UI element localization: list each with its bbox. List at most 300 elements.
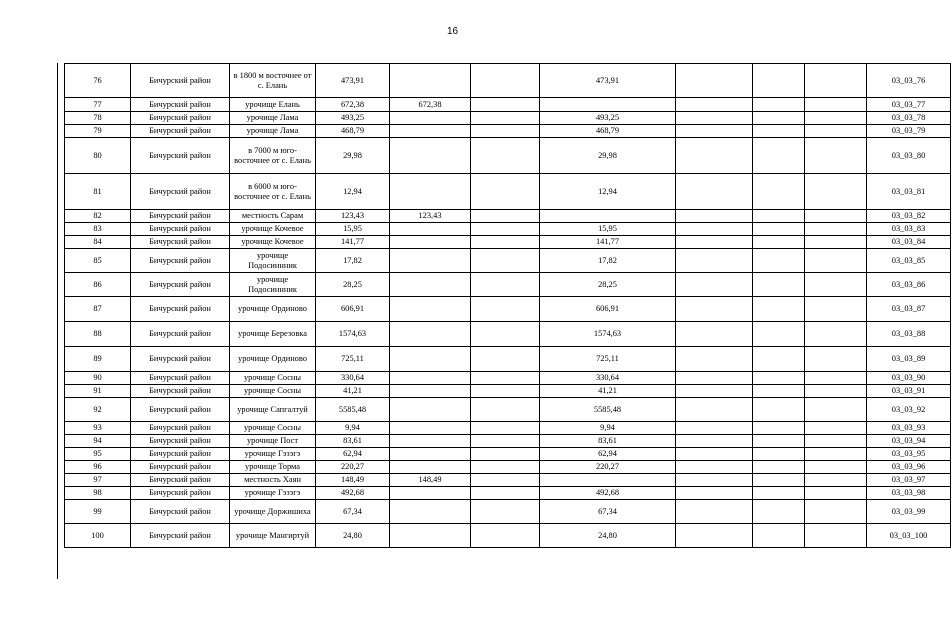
row-number: 90 — [65, 372, 131, 385]
area-cell: 330,64 — [316, 372, 390, 385]
col-8-cell — [676, 422, 753, 435]
col-6-cell — [471, 487, 540, 500]
col-5-cell — [390, 297, 471, 322]
col-9-cell — [753, 448, 805, 461]
row-number: 96 — [65, 461, 131, 474]
table-row — [65, 474, 951, 487]
table-row — [65, 385, 951, 398]
col-8-cell — [676, 223, 753, 236]
col-7-cell: 9,94 — [540, 422, 676, 435]
col-10-cell — [805, 435, 867, 448]
col-9-cell — [753, 487, 805, 500]
code-cell: 03_03_80 — [867, 138, 951, 174]
location-cell: урочище Елань — [230, 98, 316, 112]
col-8-cell — [676, 322, 753, 347]
col-6-cell — [471, 347, 540, 372]
col-8-cell — [676, 236, 753, 249]
col-6-cell — [471, 249, 540, 273]
col-10-cell — [805, 138, 867, 174]
col-10-cell — [805, 236, 867, 249]
col-5-cell — [390, 273, 471, 297]
row-number: 97 — [65, 474, 131, 487]
code-cell: 03_03_86 — [867, 273, 951, 297]
table-row — [65, 112, 951, 125]
col-9-cell — [753, 435, 805, 448]
col-6-cell — [471, 236, 540, 249]
col-7-cell: 28,25 — [540, 273, 676, 297]
table-row — [65, 500, 951, 524]
row-number: 98 — [65, 487, 131, 500]
code-cell: 03_03_77 — [867, 98, 951, 112]
area-cell: 5585,48 — [316, 398, 390, 422]
table-row — [65, 174, 951, 210]
col-9-cell — [753, 347, 805, 372]
col-8-cell — [676, 448, 753, 461]
col-9-cell — [753, 64, 805, 98]
col-8-cell — [676, 347, 753, 372]
col-9-cell — [753, 322, 805, 347]
col-6-cell — [471, 273, 540, 297]
col-10-cell — [805, 297, 867, 322]
col-9-cell — [753, 125, 805, 138]
page-number: 16 — [446, 26, 459, 37]
col-6-cell — [471, 385, 540, 398]
area-cell: 1574,63 — [316, 322, 390, 347]
district-cell: Бичурский район — [131, 210, 230, 223]
col-9-cell — [753, 474, 805, 487]
col-9-cell — [753, 524, 805, 548]
col-8-cell — [676, 273, 753, 297]
col-6-cell — [471, 174, 540, 210]
col-5-cell — [390, 322, 471, 347]
location-cell: урочище Сосны — [230, 422, 316, 435]
location-cell: урочище Ординово — [230, 347, 316, 372]
col-7-cell — [540, 210, 676, 223]
area-cell: 29,98 — [316, 138, 390, 174]
row-number: 88 — [65, 322, 131, 347]
col-6-cell — [471, 474, 540, 487]
col-10-cell — [805, 448, 867, 461]
code-cell: 03_03_92 — [867, 398, 951, 422]
code-cell: 03_03_79 — [867, 125, 951, 138]
table-row — [65, 64, 951, 98]
district-cell: Бичурский район — [131, 448, 230, 461]
col-10-cell — [805, 322, 867, 347]
location-cell: урочище Гэзэгэ — [230, 448, 316, 461]
code-cell: 03_03_88 — [867, 322, 951, 347]
location-cell: в 7000 м юго-восточнее от с. Елань — [230, 138, 316, 174]
code-cell: 03_03_90 — [867, 372, 951, 385]
col-5-cell — [390, 64, 471, 98]
area-cell: 15,95 — [316, 223, 390, 236]
area-cell: 493,25 — [316, 112, 390, 125]
col-9-cell — [753, 500, 805, 524]
table-row — [65, 210, 951, 223]
col-10-cell — [805, 347, 867, 372]
area-cell: 17,82 — [316, 249, 390, 273]
district-cell: Бичурский район — [131, 461, 230, 474]
row-number: 92 — [65, 398, 131, 422]
location-cell: урочище Сапгалтуй — [230, 398, 316, 422]
code-cell: 03_03_93 — [867, 422, 951, 435]
col-10-cell — [805, 487, 867, 500]
district-cell: Бичурский район — [131, 435, 230, 448]
col-10-cell — [805, 125, 867, 138]
col-8-cell — [676, 174, 753, 210]
district-cell: Бичурский район — [131, 112, 230, 125]
row-number: 81 — [65, 174, 131, 210]
col-9-cell — [753, 210, 805, 223]
location-cell: урочище Кочевое — [230, 236, 316, 249]
col-8-cell — [676, 487, 753, 500]
district-cell: Бичурский район — [131, 322, 230, 347]
location-cell: местность Хаян — [230, 474, 316, 487]
col-7-cell: 5585,48 — [540, 398, 676, 422]
col-10-cell — [805, 249, 867, 273]
area-cell: 67,34 — [316, 500, 390, 524]
col-7-cell: 15,95 — [540, 223, 676, 236]
col-10-cell — [805, 372, 867, 385]
code-cell: 03_03_78 — [867, 112, 951, 125]
col-5-cell — [390, 174, 471, 210]
col-10-cell — [805, 210, 867, 223]
col-7-cell: 62,94 — [540, 448, 676, 461]
code-cell: 03_03_82 — [867, 210, 951, 223]
col-5-cell — [390, 236, 471, 249]
district-cell: Бичурский район — [131, 223, 230, 236]
table-row — [65, 461, 951, 474]
col-7-cell: 17,82 — [540, 249, 676, 273]
area-cell: 41,21 — [316, 385, 390, 398]
district-cell: Бичурский район — [131, 98, 230, 112]
col-6-cell — [471, 210, 540, 223]
area-cell: 123,43 — [316, 210, 390, 223]
location-cell: урочище Гэзэгэ — [230, 487, 316, 500]
col-5-cell: 123,43 — [390, 210, 471, 223]
col-7-cell: 141,77 — [540, 236, 676, 249]
col-6-cell — [471, 372, 540, 385]
area-cell: 9,94 — [316, 422, 390, 435]
col-5-cell — [390, 461, 471, 474]
col-9-cell — [753, 297, 805, 322]
table-row — [65, 223, 951, 236]
location-cell: урочище Лама — [230, 125, 316, 138]
location-cell: в 6000 м юго-восточнее от с. Елань — [230, 174, 316, 210]
location-cell: урочище Подосиннник — [230, 273, 316, 297]
row-number: 82 — [65, 210, 131, 223]
col-8-cell — [676, 210, 753, 223]
col-6-cell — [471, 98, 540, 112]
district-cell: Бичурский район — [131, 174, 230, 210]
col-8-cell — [676, 385, 753, 398]
location-cell: урочище Ординово — [230, 297, 316, 322]
col-6-cell — [471, 223, 540, 236]
code-cell: 03_03_85 — [867, 249, 951, 273]
location-cell: урочище Сосны — [230, 385, 316, 398]
row-number: 100 — [65, 524, 131, 548]
area-cell: 24,80 — [316, 524, 390, 548]
col-8-cell — [676, 435, 753, 448]
col-9-cell — [753, 385, 805, 398]
col-8-cell — [676, 474, 753, 487]
district-cell: Бичурский район — [131, 273, 230, 297]
col-8-cell — [676, 524, 753, 548]
col-10-cell — [805, 422, 867, 435]
district-cell: Бичурский район — [131, 249, 230, 273]
col-7-cell: 725,11 — [540, 347, 676, 372]
col-7-cell: 24,80 — [540, 524, 676, 548]
col-7-cell: 12,94 — [540, 174, 676, 210]
row-number: 80 — [65, 138, 131, 174]
row-number: 85 — [65, 249, 131, 273]
row-number: 84 — [65, 236, 131, 249]
district-cell: Бичурский район — [131, 64, 230, 98]
col-8-cell — [676, 112, 753, 125]
col-9-cell — [753, 398, 805, 422]
table-row — [65, 398, 951, 422]
col-5-cell — [390, 500, 471, 524]
col-7-cell: 468,79 — [540, 125, 676, 138]
col-5-cell — [390, 398, 471, 422]
col-7-cell: 41,21 — [540, 385, 676, 398]
location-cell: урочище Торма — [230, 461, 316, 474]
col-8-cell — [676, 138, 753, 174]
col-10-cell — [805, 223, 867, 236]
code-cell: 03_03_96 — [867, 461, 951, 474]
col-6-cell — [471, 500, 540, 524]
row-number: 89 — [65, 347, 131, 372]
col-10-cell — [805, 273, 867, 297]
col-5-cell — [390, 435, 471, 448]
district-cell: Бичурский район — [131, 524, 230, 548]
area-cell: 141,77 — [316, 236, 390, 249]
col-9-cell — [753, 223, 805, 236]
col-10-cell — [805, 174, 867, 210]
col-6-cell — [471, 435, 540, 448]
code-cell: 03_03_97 — [867, 474, 951, 487]
col-5-cell — [390, 125, 471, 138]
area-cell: 473,91 — [316, 64, 390, 98]
col-9-cell — [753, 138, 805, 174]
location-cell: урочище Подосиннник — [230, 249, 316, 273]
code-cell: 03_03_89 — [867, 347, 951, 372]
col-5-cell — [390, 385, 471, 398]
table-row — [65, 524, 951, 548]
table-row — [65, 98, 951, 112]
row-number: 95 — [65, 448, 131, 461]
col-7-cell: 83,61 — [540, 435, 676, 448]
table-row — [65, 347, 951, 372]
col-6-cell — [471, 125, 540, 138]
district-cell: Бичурский район — [131, 297, 230, 322]
col-6-cell — [471, 448, 540, 461]
col-5-cell — [390, 249, 471, 273]
table-row — [65, 249, 951, 273]
col-9-cell — [753, 372, 805, 385]
col-5-cell — [390, 112, 471, 125]
district-cell: Бичурский район — [131, 500, 230, 524]
col-10-cell — [805, 64, 867, 98]
col-5-cell — [390, 138, 471, 174]
col-10-cell — [805, 385, 867, 398]
code-cell: 03_03_99 — [867, 500, 951, 524]
col-9-cell — [753, 98, 805, 112]
district-cell: Бичурский район — [131, 236, 230, 249]
col-8-cell — [676, 64, 753, 98]
district-cell: Бичурский район — [131, 474, 230, 487]
code-cell: 03_03_95 — [867, 448, 951, 461]
col-7-cell: 606,91 — [540, 297, 676, 322]
col-7-cell — [540, 474, 676, 487]
area-cell: 672,38 — [316, 98, 390, 112]
code-cell: 03_03_98 — [867, 487, 951, 500]
code-cell: 03_03_91 — [867, 385, 951, 398]
code-cell: 03_03_83 — [867, 223, 951, 236]
col-10-cell — [805, 112, 867, 125]
district-cell: Бичурский район — [131, 398, 230, 422]
district-cell: Бичурский район — [131, 347, 230, 372]
col-6-cell — [471, 398, 540, 422]
col-9-cell — [753, 273, 805, 297]
col-8-cell — [676, 461, 753, 474]
col-10-cell — [805, 98, 867, 112]
col-9-cell — [753, 461, 805, 474]
location-cell: урочище Пост — [230, 435, 316, 448]
row-number: 77 — [65, 98, 131, 112]
col-6-cell — [471, 64, 540, 98]
col-10-cell — [805, 474, 867, 487]
row-number: 91 — [65, 385, 131, 398]
location-cell: урочище Березовка — [230, 322, 316, 347]
col-6-cell — [471, 461, 540, 474]
col-6-cell — [471, 422, 540, 435]
col-5-cell — [390, 524, 471, 548]
table-row — [65, 236, 951, 249]
row-number: 78 — [65, 112, 131, 125]
district-cell: Бичурский район — [131, 487, 230, 500]
left-margin-rule — [57, 63, 58, 579]
area-cell: 62,94 — [316, 448, 390, 461]
col-5-cell — [390, 347, 471, 372]
code-cell: 03_03_94 — [867, 435, 951, 448]
col-8-cell — [676, 125, 753, 138]
location-cell: местность Сарам — [230, 210, 316, 223]
col-7-cell: 1574,63 — [540, 322, 676, 347]
code-cell: 03_03_84 — [867, 236, 951, 249]
location-cell: урочище Мангиртуй — [230, 524, 316, 548]
col-5-cell — [390, 448, 471, 461]
location-cell: урочище Кочевое — [230, 223, 316, 236]
district-cell: Бичурский район — [131, 372, 230, 385]
col-7-cell: 473,91 — [540, 64, 676, 98]
area-cell: 28,25 — [316, 273, 390, 297]
table-row — [65, 138, 951, 174]
area-cell: 492,68 — [316, 487, 390, 500]
code-cell: 03_03_81 — [867, 174, 951, 210]
col-10-cell — [805, 500, 867, 524]
area-cell: 606,91 — [316, 297, 390, 322]
col-6-cell — [471, 297, 540, 322]
row-number: 79 — [65, 125, 131, 138]
row-number: 83 — [65, 223, 131, 236]
col-10-cell — [805, 398, 867, 422]
table-row — [65, 125, 951, 138]
district-cell: Бичурский район — [131, 125, 230, 138]
col-7-cell: 330,64 — [540, 372, 676, 385]
row-number: 94 — [65, 435, 131, 448]
table-row — [65, 322, 951, 347]
area-cell: 725,11 — [316, 347, 390, 372]
area-cell: 468,79 — [316, 125, 390, 138]
col-8-cell — [676, 98, 753, 112]
area-cell: 12,94 — [316, 174, 390, 210]
area-cell: 148,49 — [316, 474, 390, 487]
col-6-cell — [471, 112, 540, 125]
col-5-cell — [390, 372, 471, 385]
area-cell: 83,61 — [316, 435, 390, 448]
col-5-cell — [390, 422, 471, 435]
col-5-cell — [390, 487, 471, 500]
land-plots-table — [64, 63, 951, 548]
col-8-cell — [676, 297, 753, 322]
col-7-cell: 493,25 — [540, 112, 676, 125]
location-cell: в 1800 м восточнее от с. Елань — [230, 64, 316, 98]
col-7-cell: 220,27 — [540, 461, 676, 474]
table-row — [65, 422, 951, 435]
col-9-cell — [753, 422, 805, 435]
district-cell: Бичурский район — [131, 422, 230, 435]
location-cell: урочище Лама — [230, 112, 316, 125]
code-cell: 03_03_76 — [867, 64, 951, 98]
table-row — [65, 372, 951, 385]
col-7-cell — [540, 98, 676, 112]
col-5-cell: 672,38 — [390, 98, 471, 112]
col-9-cell — [753, 249, 805, 273]
col-7-cell: 492,68 — [540, 487, 676, 500]
code-cell: 03_03_100 — [867, 524, 951, 548]
table-row — [65, 297, 951, 322]
col-8-cell — [676, 398, 753, 422]
col-9-cell — [753, 174, 805, 210]
row-number: 93 — [65, 422, 131, 435]
table-row — [65, 448, 951, 461]
col-5-cell: 148,49 — [390, 474, 471, 487]
col-9-cell — [753, 112, 805, 125]
col-9-cell — [753, 236, 805, 249]
col-7-cell: 29,98 — [540, 138, 676, 174]
col-7-cell: 67,34 — [540, 500, 676, 524]
col-6-cell — [471, 138, 540, 174]
table-row — [65, 487, 951, 500]
col-8-cell — [676, 372, 753, 385]
district-cell: Бичурский район — [131, 138, 230, 174]
col-6-cell — [471, 524, 540, 548]
col-8-cell — [676, 500, 753, 524]
col-8-cell — [676, 249, 753, 273]
location-cell: урочище Сосны — [230, 372, 316, 385]
col-5-cell — [390, 223, 471, 236]
district-cell: Бичурский район — [131, 385, 230, 398]
location-cell: урочище Доржишихa — [230, 500, 316, 524]
col-6-cell — [471, 322, 540, 347]
area-cell: 220,27 — [316, 461, 390, 474]
row-number: 87 — [65, 297, 131, 322]
code-cell: 03_03_87 — [867, 297, 951, 322]
col-10-cell — [805, 461, 867, 474]
col-10-cell — [805, 524, 867, 548]
table-row — [65, 273, 951, 297]
row-number: 86 — [65, 273, 131, 297]
